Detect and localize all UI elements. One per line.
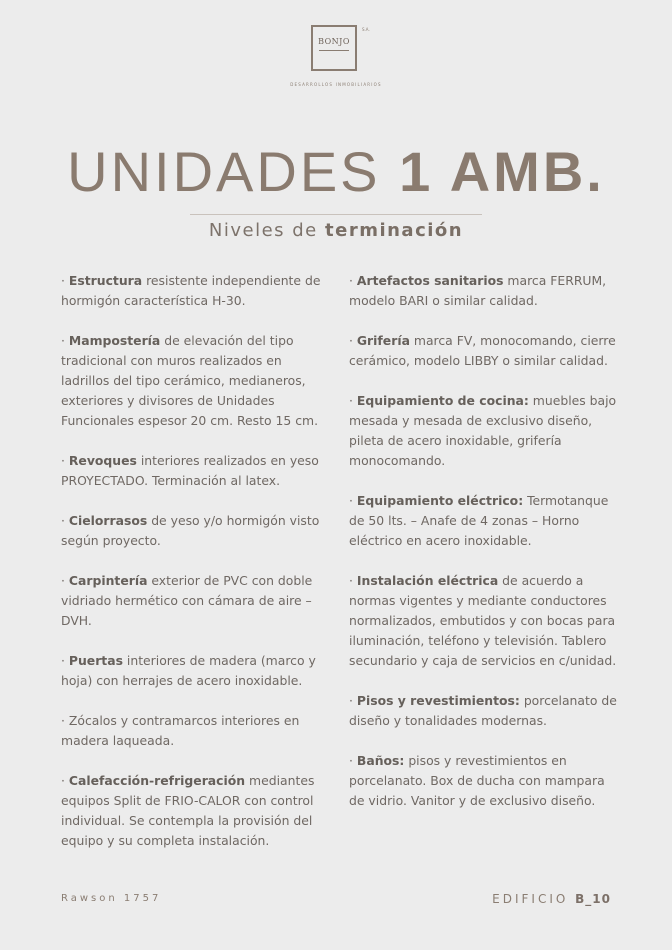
spec-item: · Equipamiento eléctrico: Termotanque de 50 lts. – Anafe de 4 zonas – Horno eléctrico en acero inoxidable. <box>349 493 609 548</box>
subtitle-bold: terminación <box>325 220 464 241</box>
title-bold: 1 AMB. <box>399 140 605 203</box>
building-code: B_10 <box>575 892 611 906</box>
logo-suffix: S.A. <box>362 27 370 32</box>
spec-item: · Mampostería de elevación del tipo tradicional con muros realizados en ladrillos del tipo cerámico, medianeros, exteriores y divisores de Unidades Funcionales espesor 20 cm. Resto 15 cm. <box>61 333 319 428</box>
spec-item: · Artefactos sanitarios marca FERRUM, modelo BARI o similar calidad. <box>349 273 607 308</box>
spec-item: · Zócalos y contramarcos interiores en madera laqueada. <box>61 713 300 748</box>
logo-tagline: DESARROLLOS INMOBILIARIOS <box>290 82 382 87</box>
logo-name: BONJO <box>318 37 350 46</box>
spec-item: · Baños: pisos y revestimientos en porcelanato. Box de ducha con mampara de vidrio. Vanitor y de exclusivo diseño. <box>349 753 605 808</box>
spec-column-left <box>61 271 331 871</box>
spec-item: · Revoques interiores realizados en yeso PROYECTADO. Terminación al latex. <box>61 453 319 488</box>
title-light: UNIDADES <box>67 140 381 203</box>
page-subtitle <box>0 220 672 241</box>
spec-item: · Pisos y revestimientos: porcelanato de diseño y tonalidades modernas. <box>349 693 617 728</box>
spec-item: · Instalación eléctrica de acuerdo a normas vigentes y mediante conductores normalizados, embutidos y con bocas para iluminación, teléfono y televisión. Tablero secundario y caja de servicios en c/unidad. <box>349 573 617 668</box>
logo <box>311 25 357 71</box>
logo-divider <box>319 50 349 51</box>
spec-item: · Cielorrasos de yeso y/o hormigón visto según proyecto. <box>61 513 320 548</box>
footer-address: Rawson 1757 <box>61 893 162 904</box>
footer-building <box>492 892 611 906</box>
spec-item: · Grifería marca FV, monocomando, cierre cerámico, modelo LIBBY o similar calidad. <box>349 333 616 368</box>
page-title <box>0 140 672 204</box>
spec-column-right <box>349 271 619 831</box>
spec-item: · Estructura resistente independiente de hormigón característica H-30. <box>61 273 321 308</box>
spec-item: · Puertas interiores de madera (marco y hoja) con herrajes de acero inoxidable. <box>61 653 316 688</box>
spec-item: · Calefacción-refrigeración mediantes equipos Split de FRIO-CALOR con control individual. Se contempla la provisión del equipo y su completa instalación. <box>61 773 315 848</box>
spec-item: · Carpintería exterior de PVC con doble vidriado hermético con cámara de aire – DVH. <box>61 573 313 628</box>
spec-item: · Equipamiento de cocina: muebles bajo mesada y mesada de exclusivo diseño, pileta de acero inoxidable, grifería monocomando. <box>349 393 617 468</box>
title-divider <box>190 214 482 215</box>
subtitle-light: Niveles de <box>208 220 318 241</box>
building-label: EDIFICIO <box>492 892 569 906</box>
